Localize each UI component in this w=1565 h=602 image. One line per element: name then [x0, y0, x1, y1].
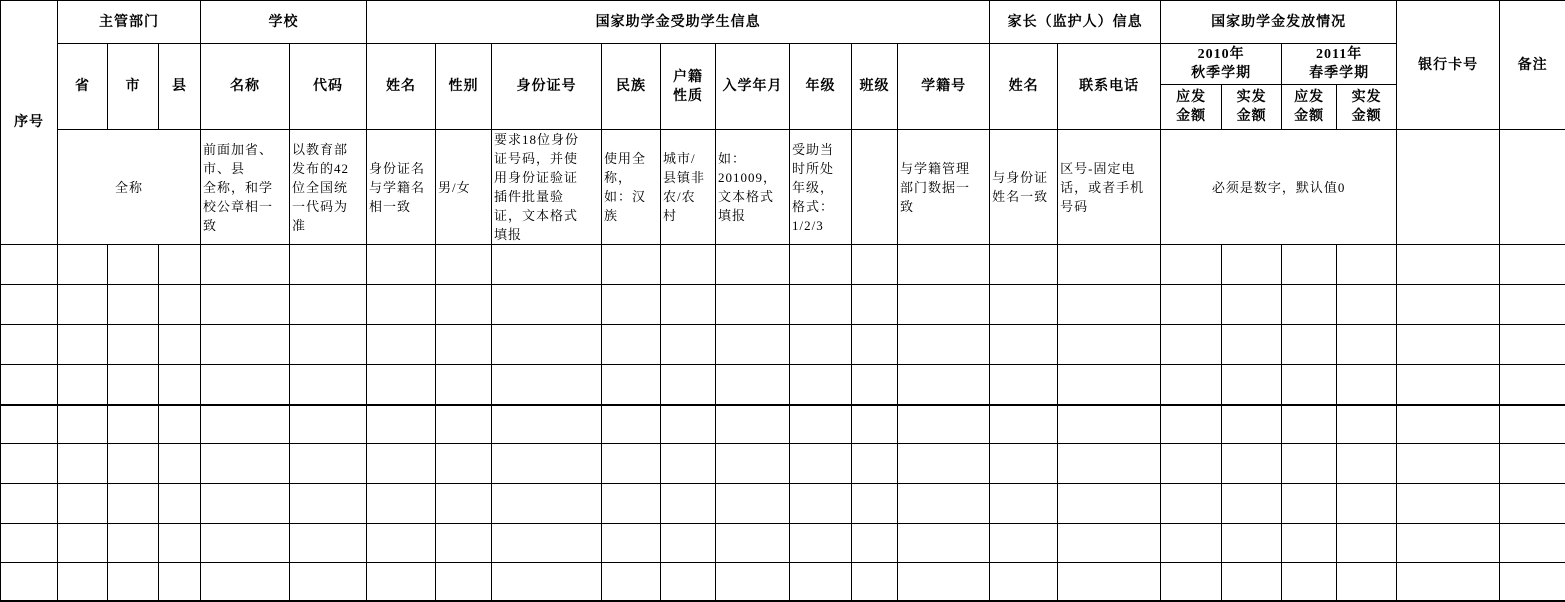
col-header-county: 县	[159, 44, 201, 130]
col-header-household-type: 户籍 性质	[661, 44, 716, 130]
col-header-student-no: 学籍号	[898, 44, 990, 130]
col-header-2010-due-amount: 应发 金额	[1161, 85, 1222, 130]
blank-cell-household-type	[661, 325, 716, 365]
blank-cell-province	[58, 245, 108, 285]
blank-cell-school-code	[290, 563, 367, 601]
blank-cell-id-number	[492, 405, 602, 444]
table-row	[1, 325, 1565, 365]
blank-cell-household-type	[661, 285, 716, 325]
blank-cell-remarks	[1500, 405, 1565, 444]
blank-cell-serial	[1, 365, 58, 405]
blank-cell-serial	[1, 444, 58, 484]
col-header-2011-paid-amount: 实发 金额	[1337, 85, 1397, 130]
blank-cell-school-name	[201, 365, 290, 405]
col-header-student-name: 姓名	[367, 44, 436, 130]
blank-cell-class	[852, 285, 898, 325]
blank-cell-id-number	[492, 325, 602, 365]
table-row	[1, 444, 1565, 484]
col-header-id-number: 身份证号	[492, 44, 602, 130]
col-header-2011-due-amount: 应发 金额	[1282, 85, 1337, 130]
blank-cell-student-no	[898, 325, 990, 365]
blank-cell-student-no	[898, 285, 990, 325]
blank-cell-class	[852, 444, 898, 484]
table-row	[1, 245, 1565, 285]
blank-cell-2010-due	[1161, 444, 1222, 484]
blank-cell-class	[852, 563, 898, 601]
blank-cell-city	[108, 245, 159, 285]
blank-cell-ethnicity	[602, 285, 661, 325]
blank-cell-enroll-date	[716, 365, 790, 405]
blank-cell-bank-card	[1397, 524, 1500, 563]
group-header-department: 主管部门	[58, 1, 201, 44]
blank-cell-province	[58, 484, 108, 524]
blank-cell-county	[159, 285, 201, 325]
note-enroll-date: 如： 201009， 文本格式 填报	[716, 130, 790, 245]
blank-cell-province	[58, 444, 108, 484]
blank-cell-county	[159, 563, 201, 601]
blank-cell-remarks	[1500, 524, 1565, 563]
blank-cell-student-name	[367, 325, 436, 365]
blank-cell-remarks	[1500, 245, 1565, 285]
table-row	[1, 405, 1565, 444]
note-phone: 区号-固定电 话，或者手机 号码	[1058, 130, 1161, 245]
blank-cell-guardian-name	[990, 484, 1058, 524]
blank-cell-remarks	[1500, 444, 1565, 484]
blank-cell-2011-paid	[1337, 245, 1397, 285]
blank-cell-2010-due	[1161, 245, 1222, 285]
blank-cell-ethnicity	[602, 444, 661, 484]
blank-cell-2011-paid	[1337, 405, 1397, 444]
col-header-grade: 年级	[790, 44, 852, 130]
blank-cell-2011-due	[1282, 444, 1337, 484]
blank-cell-bank-card	[1397, 405, 1500, 444]
blank-cell-school-name	[201, 524, 290, 563]
blank-cell-student-no	[898, 365, 990, 405]
col-header-city: 市	[108, 44, 159, 130]
col-header-province: 省	[58, 44, 108, 130]
blank-cell-class	[852, 484, 898, 524]
blank-cell-province	[58, 524, 108, 563]
note-amounts: 必须是数字，默认值0	[1161, 130, 1397, 245]
blank-cell-2011-paid	[1337, 285, 1397, 325]
blank-cell-guardian-name	[990, 365, 1058, 405]
blank-cell-gender	[436, 405, 492, 444]
blank-cell-city	[108, 405, 159, 444]
blank-cell-household-type	[661, 524, 716, 563]
col-header-2010-paid-amount: 实发 金额	[1222, 85, 1282, 130]
blank-cell-province	[58, 563, 108, 601]
note-school-name: 前面加省、 市、县 全称，和学 校公章相一 致	[201, 130, 290, 245]
blank-cell-gender	[436, 563, 492, 601]
blank-cell-id-number	[492, 285, 602, 325]
blank-cell-serial	[1, 285, 58, 325]
blank-cell-phone	[1058, 405, 1161, 444]
blank-cell-grade	[790, 444, 852, 484]
blank-cell-2011-due	[1282, 484, 1337, 524]
blank-cell-ethnicity	[602, 325, 661, 365]
blank-cell-county	[159, 365, 201, 405]
blank-cell-bank-card	[1397, 285, 1500, 325]
col-header-gender: 性别	[436, 44, 492, 130]
blank-cell-class	[852, 365, 898, 405]
blank-cell-school-code	[290, 405, 367, 444]
blank-cell-grade	[790, 365, 852, 405]
note-grade: 受助当 时所处 年级， 格式： 1/2/3	[790, 130, 852, 245]
blank-cell-ethnicity	[602, 405, 661, 444]
blank-cell-2010-paid	[1222, 524, 1282, 563]
blank-cell-class	[852, 524, 898, 563]
blank-cell-enroll-date	[716, 285, 790, 325]
blank-cell-student-name	[367, 484, 436, 524]
blank-cell-county	[159, 245, 201, 285]
blank-cell-2010-due	[1161, 563, 1222, 601]
blank-cell-household-type	[661, 405, 716, 444]
blank-cell-2010-due	[1161, 405, 1222, 444]
blank-cell-school-name	[201, 245, 290, 285]
blank-cell-grade	[790, 563, 852, 601]
blank-cell-2011-due	[1282, 563, 1337, 601]
note-student-no: 与学籍管理 部门数据一 致	[898, 130, 990, 245]
blank-cell-student-name	[367, 524, 436, 563]
blank-cell-2011-paid	[1337, 484, 1397, 524]
blank-cell-phone	[1058, 325, 1161, 365]
blank-cell-school-code	[290, 444, 367, 484]
blank-cell-grade	[790, 285, 852, 325]
blank-cell-school-code	[290, 365, 367, 405]
group-header-student-info: 国家助学金受助学生信息	[367, 1, 990, 44]
blank-cell-gender	[436, 245, 492, 285]
note-class-empty	[852, 130, 898, 245]
blank-cell-bank-card	[1397, 365, 1500, 405]
blank-cell-bank-card	[1397, 245, 1500, 285]
blank-cell-id-number	[492, 484, 602, 524]
blank-cell-gender	[436, 524, 492, 563]
blank-cell-2011-paid	[1337, 524, 1397, 563]
blank-cell-2010-paid	[1222, 563, 1282, 601]
group-header-school: 学校	[201, 1, 367, 44]
note-bank-card-empty	[1397, 130, 1500, 245]
blank-cell-guardian-name	[990, 405, 1058, 444]
blank-cell-enroll-date	[716, 484, 790, 524]
blank-cell-2011-paid	[1337, 444, 1397, 484]
col-header-class: 班级	[852, 44, 898, 130]
blank-cell-county	[159, 524, 201, 563]
blank-cell-2010-paid	[1222, 484, 1282, 524]
blank-cell-2011-due	[1282, 365, 1337, 405]
blank-cell-bank-card	[1397, 484, 1500, 524]
blank-cell-id-number	[492, 444, 602, 484]
blank-cell-school-name	[201, 563, 290, 601]
blank-cell-student-no	[898, 444, 990, 484]
blank-cell-school-name	[201, 285, 290, 325]
blank-cell-gender	[436, 325, 492, 365]
term-header-2011-spring: 2011年 春季学期	[1282, 44, 1397, 85]
blank-cell-2010-paid	[1222, 444, 1282, 484]
blank-cell-city	[108, 365, 159, 405]
group-header-grant-status: 国家助学金发放情况	[1161, 1, 1397, 44]
col-header-serial: 序号	[1, 1, 58, 245]
blank-cell-serial	[1, 563, 58, 601]
blank-cell-school-name	[201, 405, 290, 444]
blank-cell-serial	[1, 325, 58, 365]
blank-cell-enroll-date	[716, 524, 790, 563]
blank-cell-2010-paid	[1222, 365, 1282, 405]
blank-cell-enroll-date	[716, 325, 790, 365]
blank-cell-2010-paid	[1222, 245, 1282, 285]
blank-cell-2010-paid	[1222, 325, 1282, 365]
blank-cell-2010-due	[1161, 524, 1222, 563]
blank-cell-guardian-name	[990, 524, 1058, 563]
blank-cell-phone	[1058, 444, 1161, 484]
blank-cell-school-code	[290, 285, 367, 325]
blank-cell-grade	[790, 405, 852, 444]
blank-cell-province	[58, 405, 108, 444]
blank-cell-province	[58, 325, 108, 365]
col-header-school-code: 代码	[290, 44, 367, 130]
blank-cell-gender	[436, 365, 492, 405]
blank-cell-ethnicity	[602, 245, 661, 285]
blank-cell-2011-due	[1282, 524, 1337, 563]
note-remarks-empty	[1500, 130, 1565, 245]
blank-cell-2010-due	[1161, 285, 1222, 325]
blank-cell-2010-due	[1161, 325, 1222, 365]
blank-cell-gender	[436, 484, 492, 524]
blank-cell-2010-paid	[1222, 285, 1282, 325]
col-header-ethnicity: 民族	[602, 44, 661, 130]
blank-cell-guardian-name	[990, 563, 1058, 601]
blank-cell-student-name	[367, 365, 436, 405]
blank-cell-student-no	[898, 405, 990, 444]
blank-cell-id-number	[492, 365, 602, 405]
col-header-guardian-name: 姓名	[990, 44, 1058, 130]
blank-cell-2011-paid	[1337, 563, 1397, 601]
blank-cell-household-type	[661, 563, 716, 601]
blank-cell-student-name	[367, 444, 436, 484]
blank-cell-remarks	[1500, 563, 1565, 601]
blank-cell-gender	[436, 444, 492, 484]
blank-cell-city	[108, 444, 159, 484]
blank-cell-city	[108, 563, 159, 601]
blank-cell-grade	[790, 245, 852, 285]
blank-cell-phone	[1058, 563, 1161, 601]
blank-cell-serial	[1, 484, 58, 524]
blank-cell-household-type	[661, 484, 716, 524]
note-school-code: 以教育部 发布的42 位全国统 一代码为 准	[290, 130, 367, 245]
blank-cell-guardian-name	[990, 285, 1058, 325]
blank-cell-guardian-name	[990, 444, 1058, 484]
blank-cell-serial	[1, 405, 58, 444]
table-row	[1, 524, 1565, 563]
blank-cell-2010-due	[1161, 484, 1222, 524]
blank-cell-id-number	[492, 245, 602, 285]
blank-cell-household-type	[661, 365, 716, 405]
table-row	[1, 285, 1565, 325]
blank-cell-school-code	[290, 325, 367, 365]
blank-cell-serial	[1, 245, 58, 285]
blank-cell-enroll-date	[716, 444, 790, 484]
blank-cell-class	[852, 245, 898, 285]
note-household-type: 城市/ 县镇非 农/农 村	[661, 130, 716, 245]
blank-cell-ethnicity	[602, 524, 661, 563]
blank-cell-gender	[436, 285, 492, 325]
blank-cell-2011-due	[1282, 285, 1337, 325]
blank-cell-household-type	[661, 245, 716, 285]
blank-cell-2011-paid	[1337, 365, 1397, 405]
blank-cell-enroll-date	[716, 245, 790, 285]
blank-cell-enroll-date	[716, 563, 790, 601]
blank-cell-school-code	[290, 245, 367, 285]
blank-cell-ethnicity	[602, 365, 661, 405]
blank-cell-2011-due	[1282, 325, 1337, 365]
blank-cell-phone	[1058, 524, 1161, 563]
blank-cell-household-type	[661, 444, 716, 484]
instruction-row	[1, 130, 1565, 245]
table-row	[1, 563, 1565, 601]
blank-cell-school-code	[290, 524, 367, 563]
header-row-groups	[1, 1, 1565, 44]
blank-cell-2011-paid	[1337, 325, 1397, 365]
blank-cell-bank-card	[1397, 563, 1500, 601]
col-header-remarks: 备注	[1500, 1, 1565, 130]
blank-cell-ethnicity	[602, 563, 661, 601]
blank-cell-province	[58, 365, 108, 405]
table-row	[1, 365, 1565, 405]
blank-cell-student-name	[367, 285, 436, 325]
blank-cell-school-name	[201, 325, 290, 365]
header-row-columns	[1, 44, 1565, 85]
blank-cell-school-code	[290, 484, 367, 524]
blank-cell-county	[159, 405, 201, 444]
note-ethnicity: 使用全 称， 如：汉 族	[602, 130, 661, 245]
note-id-number: 要求18位身份 证号码，并使 用身份证验证 插件批量验 证，文本格式 填报	[492, 130, 602, 245]
blank-cell-guardian-name	[990, 325, 1058, 365]
blank-cell-id-number	[492, 563, 602, 601]
blank-cell-phone	[1058, 285, 1161, 325]
blank-cell-phone	[1058, 484, 1161, 524]
blank-cell-id-number	[492, 524, 602, 563]
blank-cell-student-no	[898, 245, 990, 285]
blank-cell-grade	[790, 484, 852, 524]
col-header-phone: 联系电话	[1058, 44, 1161, 130]
blank-cell-student-name	[367, 563, 436, 601]
table-header	[1, 1, 1565, 245]
blank-cell-2011-due	[1282, 245, 1337, 285]
blank-cell-city	[108, 524, 159, 563]
blank-cell-class	[852, 405, 898, 444]
note-guardian-name: 与身份证 姓名一致	[990, 130, 1058, 245]
blank-cell-county	[159, 444, 201, 484]
blank-cell-student-name	[367, 245, 436, 285]
col-header-enroll-date: 入学年月	[716, 44, 790, 130]
blank-cell-city	[108, 325, 159, 365]
blank-cell-2010-due	[1161, 365, 1222, 405]
blank-cell-county	[159, 325, 201, 365]
blank-cell-school-name	[201, 484, 290, 524]
blank-cell-remarks	[1500, 325, 1565, 365]
blank-cell-student-no	[898, 484, 990, 524]
blank-cell-student-no	[898, 563, 990, 601]
blank-cell-school-name	[201, 444, 290, 484]
blank-cell-2010-paid	[1222, 405, 1282, 444]
table-row	[1, 484, 1565, 524]
blank-cell-class	[852, 325, 898, 365]
blank-cell-city	[108, 285, 159, 325]
blank-cell-bank-card	[1397, 325, 1500, 365]
blank-cell-remarks	[1500, 365, 1565, 405]
blank-cell-province	[58, 285, 108, 325]
blank-cell-serial	[1, 524, 58, 563]
blank-cell-bank-card	[1397, 444, 1500, 484]
term-header-2010-autumn: 2010年 秋季学期	[1161, 44, 1282, 85]
note-gender: 男/女	[436, 130, 492, 245]
blank-cell-remarks	[1500, 285, 1565, 325]
blank-cell-enroll-date	[716, 405, 790, 444]
blank-cell-ethnicity	[602, 484, 661, 524]
blank-cell-student-name	[367, 405, 436, 444]
blank-cell-grade	[790, 325, 852, 365]
blank-cell-student-no	[898, 524, 990, 563]
blank-cell-phone	[1058, 245, 1161, 285]
blank-cell-grade	[790, 524, 852, 563]
blank-cell-phone	[1058, 365, 1161, 405]
blank-cell-remarks	[1500, 484, 1565, 524]
note-department-fullname: 全称	[58, 130, 201, 245]
entry-rows	[1, 245, 1565, 601]
blank-cell-2011-due	[1282, 405, 1337, 444]
blank-cell-city	[108, 484, 159, 524]
blank-cell-guardian-name	[990, 245, 1058, 285]
note-student-name: 身份证名 与学籍名 相一致	[367, 130, 436, 245]
group-header-guardian-info: 家长（监护人）信息	[990, 1, 1161, 44]
blank-cell-county	[159, 484, 201, 524]
col-header-bank-card: 银行卡号	[1397, 1, 1500, 130]
col-header-school-name: 名称	[201, 44, 290, 130]
